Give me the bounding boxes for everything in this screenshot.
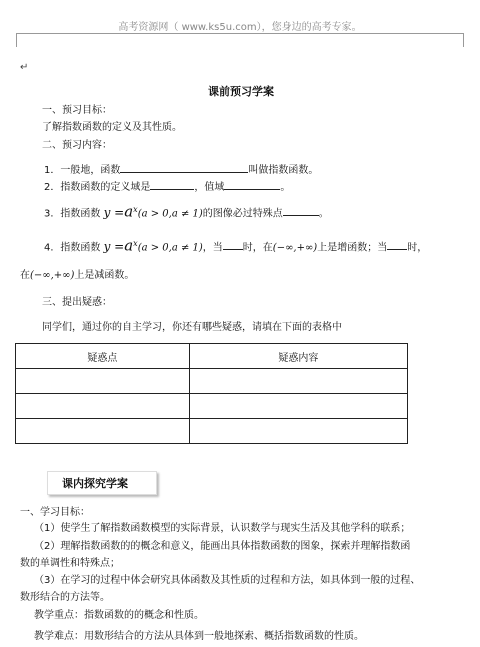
header-rule: [16, 33, 464, 34]
formula-cond: (a > 0,a ≠ 1): [137, 208, 203, 220]
question-4-cont: [20, 270, 134, 282]
q4-text-c: 时，在: [242, 242, 273, 254]
formula-y: y =: [103, 205, 125, 220]
key-point-body: 指数函数的的概念和性质。: [84, 610, 204, 621]
formula-a: a: [124, 202, 134, 221]
q2-text-b: ，值域: [194, 182, 225, 193]
table-row: [16, 419, 408, 444]
table-header-row: [16, 344, 408, 369]
q2-blank-domain[interactable]: [150, 179, 194, 190]
q4-blank-2[interactable]: [387, 239, 407, 250]
goal-2-line-2: 数的单调性和特殊点；: [20, 558, 120, 569]
q3-blank[interactable]: [283, 205, 319, 216]
goal-3-line-2: 数形结合的方法等。: [20, 592, 110, 603]
key-point: [34, 610, 204, 622]
question-4: [44, 238, 427, 254]
section-box-title: 课内探究学案: [47, 471, 157, 495]
section-3-body: 同学们，通过你的自主学习，你还有哪些疑惑，请填在下面的表格中: [42, 322, 342, 333]
q3-text-a: 3．指数函数: [44, 208, 101, 220]
q1-blank[interactable]: [120, 162, 248, 173]
table-header-doubt-content: 疑惑内容: [189, 344, 407, 369]
table-cell[interactable]: [16, 394, 190, 419]
paragraph-mark-icon: ↵: [20, 62, 29, 73]
formula-cond-2: (a > 0,a ≠ 1): [137, 242, 203, 254]
question-2: [44, 179, 290, 194]
question-3: [44, 204, 329, 220]
page-title: 课前预习学案: [208, 85, 274, 98]
formula-exp-2: x: [133, 239, 138, 248]
section-heading-1: 一、预习目标：: [42, 105, 112, 116]
question-1: [44, 162, 318, 177]
formula-y-2: y =: [103, 239, 125, 254]
table-cell[interactable]: [189, 369, 407, 394]
q4-text-d: 上是增函数；当: [317, 242, 388, 254]
q3-text-b: 的图像必过特殊点: [202, 208, 283, 220]
crop-mark-right: [463, 33, 464, 47]
table-cell[interactable]: [189, 394, 407, 419]
table-row: [16, 369, 408, 394]
q2-text-a: 2．指数函数的定义域是: [44, 182, 151, 193]
q2-blank-range[interactable]: [224, 179, 280, 190]
section-heading-3: 三、提出疑惑：: [42, 297, 112, 308]
q1-text-a: 1．一般地，函数: [44, 165, 121, 176]
table-cell[interactable]: [16, 369, 190, 394]
section-heading-2: 二、预习内容：: [42, 140, 112, 151]
table-cell[interactable]: [16, 419, 190, 444]
interval-2: (−∞,+∞): [30, 270, 75, 281]
learning-goals-heading: 一、学习目标：: [20, 507, 90, 518]
q4-text-a: 4．指数函数: [44, 242, 101, 254]
table-header-doubt-point: 疑惑点: [16, 344, 190, 369]
difficult-point-body: 用数形结合的方法从具体到一般地探索、概括指数函数的性质。: [84, 631, 364, 642]
q1-text-b: 叫做指数函数。: [248, 165, 319, 176]
interval-1: (−∞,+∞): [272, 242, 318, 254]
key-point-label: 教学重点：: [34, 610, 84, 621]
table-row: [16, 394, 408, 419]
section-1-body: 了解指数函数的定义及其性质。: [42, 122, 182, 133]
q4-text-g: 上是减函数。: [74, 270, 135, 281]
difficult-point-label: 教学难点：: [34, 631, 84, 642]
difficult-point: [34, 631, 364, 643]
q2-text-c: 。: [280, 182, 291, 193]
page-header: 高考资源网（ www.ks5u.com），您身边的高考专家。: [118, 22, 362, 33]
q4-text-f: 在: [20, 270, 30, 281]
formula-exp: x: [133, 205, 138, 214]
crop-mark-left: [16, 33, 17, 47]
q4-blank-1[interactable]: [223, 239, 243, 250]
doubt-table: [15, 343, 408, 444]
q4-text-b: ，当: [202, 242, 223, 254]
goal-2-line-1: （2）理解指数函数的的概念和意义，能画出具体指数函数的图象，探索并理解指数函: [34, 541, 411, 552]
table-cell[interactable]: [189, 419, 407, 444]
q4-text-e: 时，: [407, 242, 428, 254]
q3-text-c: 。: [318, 208, 329, 220]
goal-1: （1）使学生了解指数函数模型的实际背景，认识数学与现实生活及其他学科的联系；: [34, 523, 411, 534]
goal-3-line-1: （3）在学习的过程中体会研究具体函数及其性质的过程和方法，如具体到一般的过程、: [34, 575, 421, 586]
formula-a-2: a: [124, 236, 134, 255]
